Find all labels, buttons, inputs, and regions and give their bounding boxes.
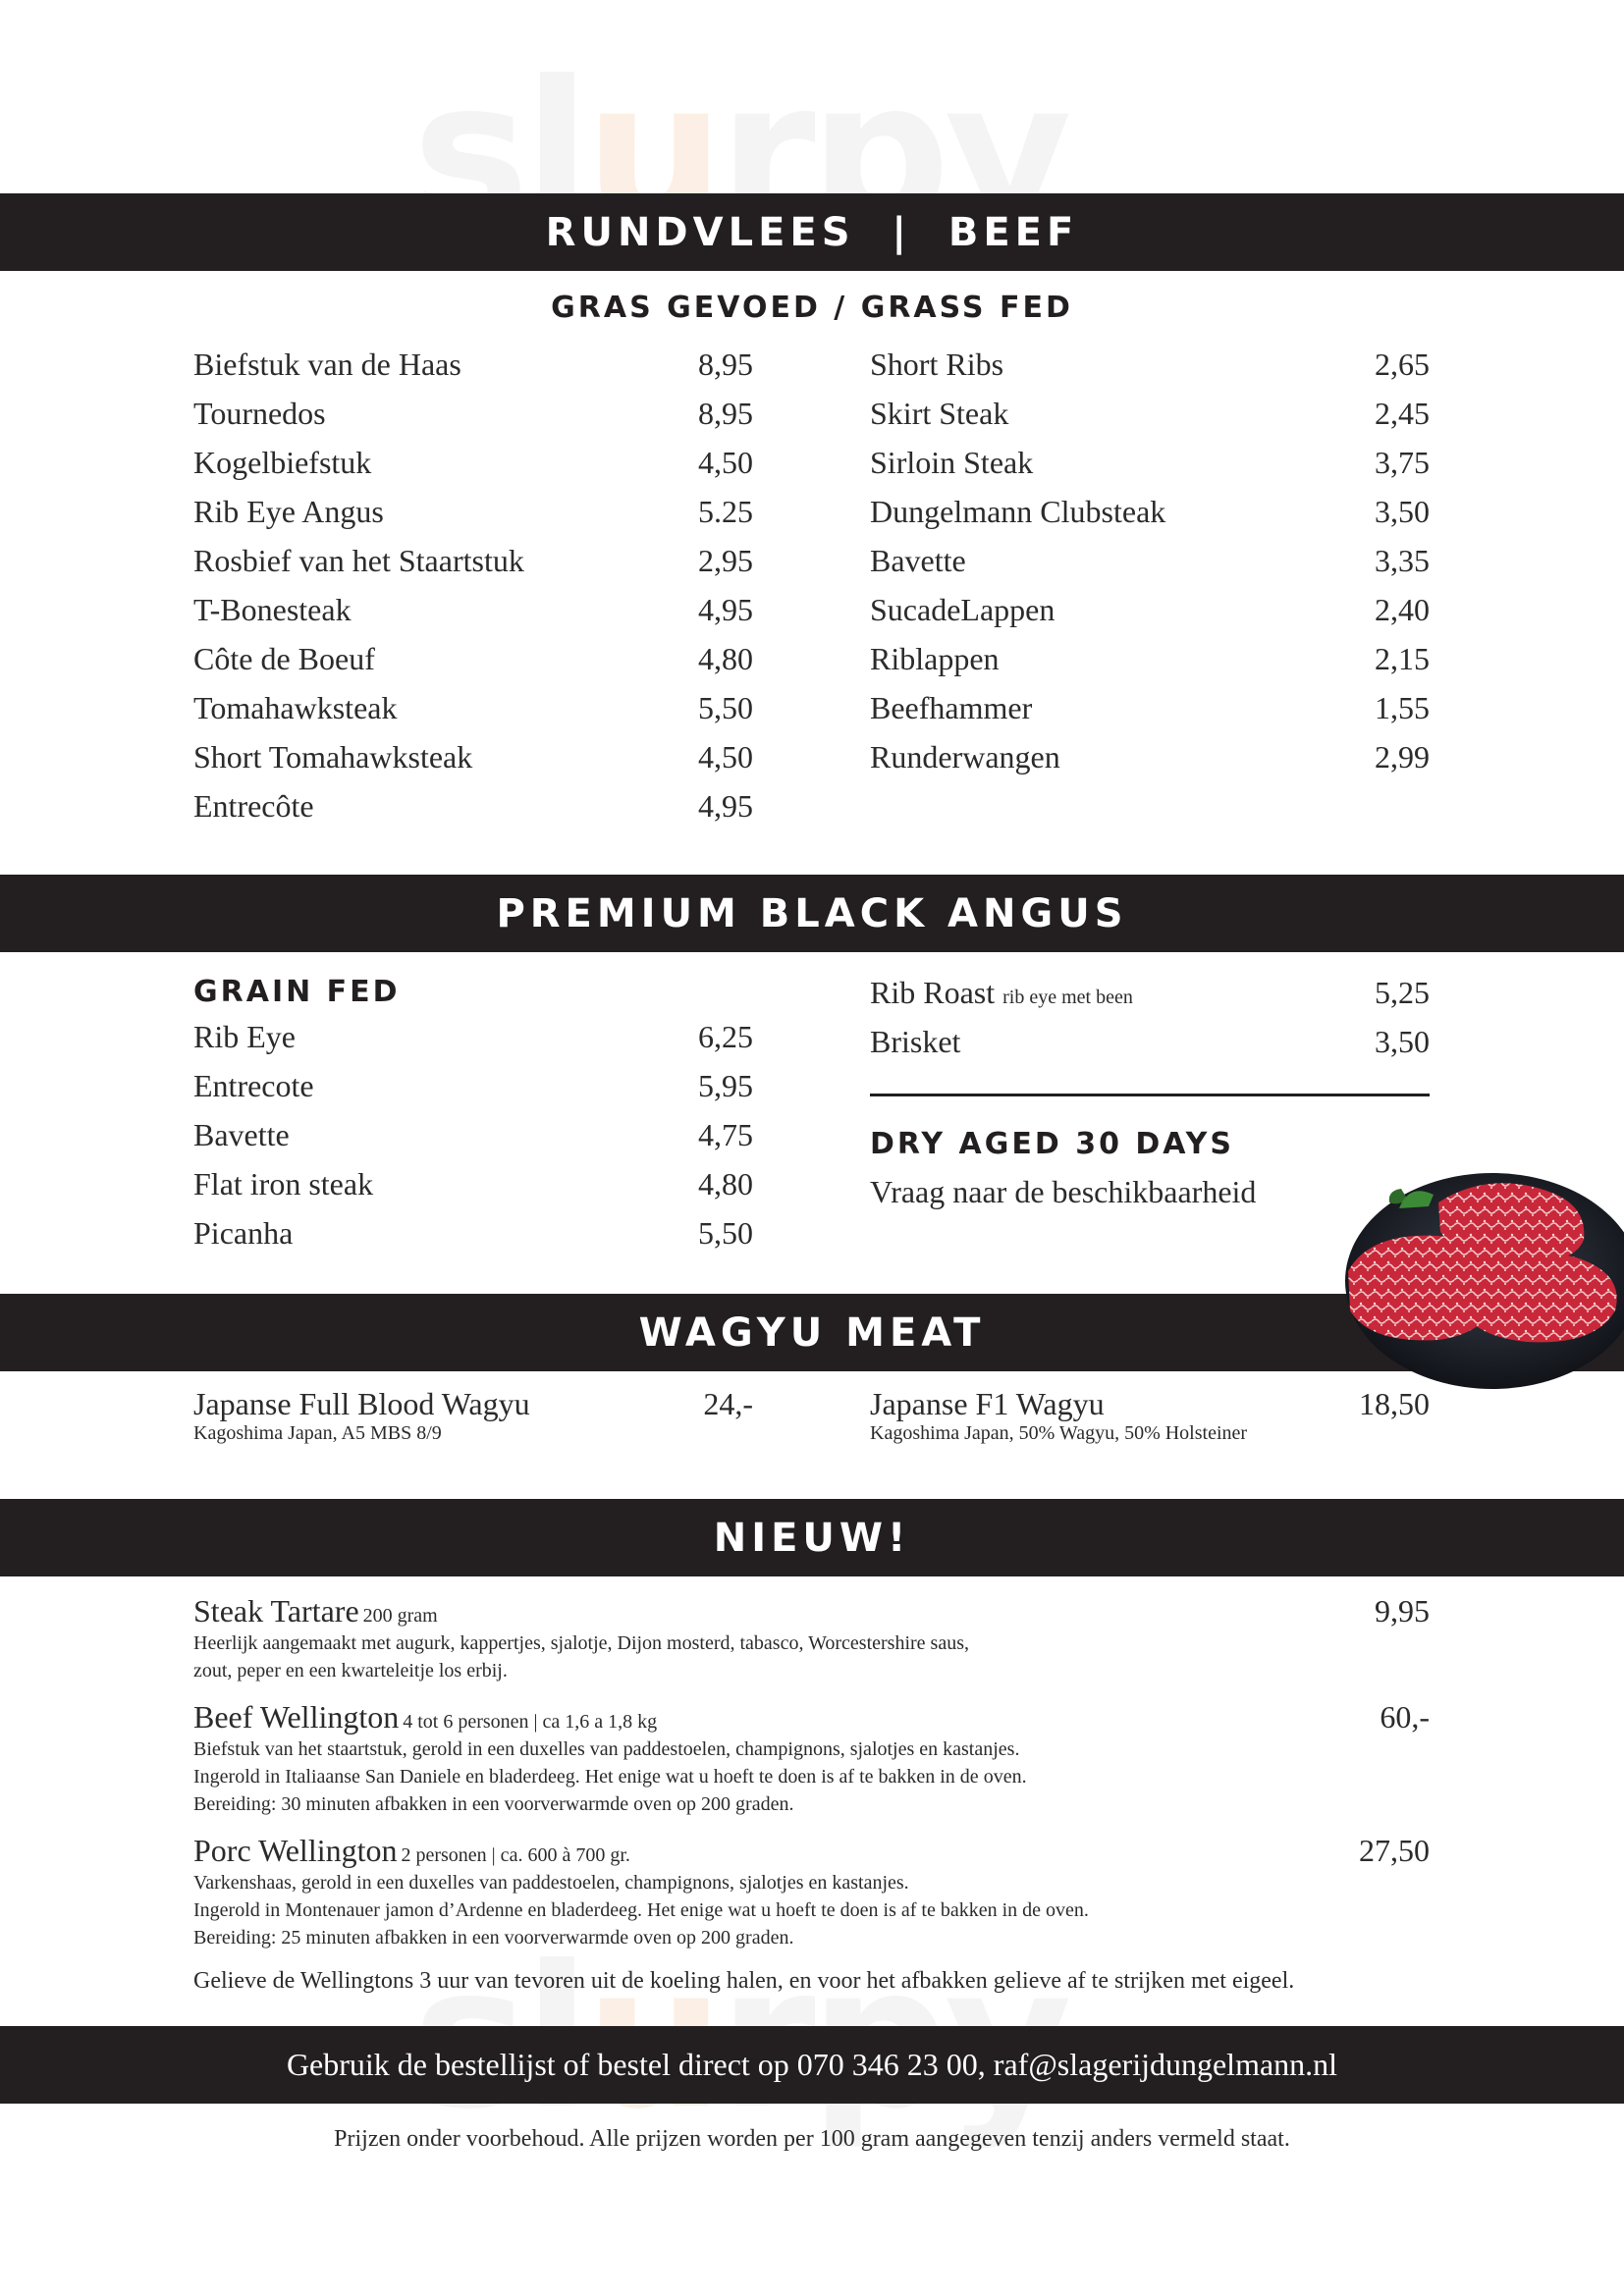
item-desc-line: zout, peper en een kwarteleitje los erbij. xyxy=(193,1660,508,1682)
item-name: Bavette xyxy=(193,1117,290,1152)
item-price: 3,50 xyxy=(1375,1024,1430,1059)
angus-right-list xyxy=(870,975,1430,1073)
beef-section-header xyxy=(0,193,1624,271)
item-name: Tomahawksteak xyxy=(193,690,398,725)
item-price: 60,- xyxy=(1380,1699,1430,1735)
item-price: 5,50 xyxy=(698,1215,753,1251)
menu-item xyxy=(870,347,1430,396)
item-name: Short Tomahawksteak xyxy=(193,739,473,774)
menu-item xyxy=(870,690,1430,739)
item-name: Entrecote xyxy=(193,1068,314,1103)
wagyu-right-item xyxy=(870,1386,1430,1445)
grain-fed-label: GRAIN FED xyxy=(193,975,401,1009)
menu-item xyxy=(193,347,753,396)
order-text: Gebruik de bestellijst of bestel direct op 070 346 23 00, raf@slagerijdungelmann.nl xyxy=(286,2047,1338,2082)
new-item-steak-tartare xyxy=(193,1593,1430,1684)
item-name: Tournedos xyxy=(193,396,326,431)
wellington-note: Gelieve de Wellingtons 3 uur van tevoren uit de koeling halen, en voor het afbakken gelieve af te strijken met eigeel. xyxy=(193,1968,1295,1994)
item-name: Rib Roast xyxy=(870,975,996,1010)
item-price: 4,95 xyxy=(698,592,753,627)
menu-item xyxy=(870,494,1430,543)
item-price: 2,15 xyxy=(1375,641,1430,676)
item-price: 5,50 xyxy=(698,690,753,725)
menu-item xyxy=(193,396,753,445)
item-desc-line: Heerlijk aangemaakt met augurk, kappertjes, sjalotje, Dijon mosterd, tabasco, Worcestershire saus, xyxy=(193,1632,969,1654)
item-desc-line: Bereiding: 30 minuten afbakken in een voorverwarmde oven op 200 graden. xyxy=(193,1793,794,1815)
menu-item xyxy=(193,1215,753,1264)
item-name: Côte de Boeuf xyxy=(193,641,375,676)
item-name: Rosbief van het Staartstuk xyxy=(193,543,524,578)
item-name: Sirloin Steak xyxy=(870,445,1034,480)
item-desc-line: Varkenshaas, gerold in een duxelles van paddestoelen, champignons, sjalotjes en kastanjes. xyxy=(193,1872,909,1894)
item-name: Beefhammer xyxy=(870,690,1033,725)
menu-item-brisket xyxy=(870,1024,1430,1073)
item-price: 2,65 xyxy=(1375,347,1430,382)
menu-item xyxy=(870,739,1430,788)
item-sub: Kagoshima Japan, A5 MBS 8/9 xyxy=(193,1422,442,1444)
menu-item xyxy=(193,739,753,788)
item-price: 2,40 xyxy=(1375,592,1430,627)
item-name: Steak Tartare xyxy=(193,1593,359,1629)
item-name: Japanse F1 Wagyu xyxy=(870,1386,1105,1421)
beef-title: RUNDVLEES | BEEF xyxy=(545,209,1079,255)
new-item-beef-wellington xyxy=(193,1699,1430,1818)
item-price: 5.25 xyxy=(698,494,753,529)
menu-item xyxy=(193,592,753,641)
item-name: Picanha xyxy=(193,1215,294,1251)
menu-item xyxy=(870,592,1430,641)
menu-item-rib-roast xyxy=(870,975,1430,1024)
menu-item xyxy=(193,445,753,494)
item-name: Rib Eye xyxy=(193,1019,296,1054)
item-price: 2,45 xyxy=(1375,396,1430,431)
item-note: 2 personen | ca. 600 à 700 gr. xyxy=(401,1844,630,1866)
item-price: 3,35 xyxy=(1375,543,1430,578)
item-desc-line: Biefstuk van het staartstuk, gerold in een duxelles van paddestoelen, champignons, sjalotjes en kastanjes. xyxy=(193,1738,1020,1760)
menu-item xyxy=(870,396,1430,445)
item-name: Dungelmann Clubsteak xyxy=(870,494,1166,529)
item-price: 5,95 xyxy=(698,1068,753,1103)
disclaimer: Prijzen onder voorbehoud. Alle prijzen worden per 100 gram aangegeven tenzij anders vermeld staat. xyxy=(334,2126,1290,2152)
menu-item xyxy=(193,641,753,690)
item-sub: Kagoshima Japan, 50% Wagyu, 50% Holsteiner xyxy=(870,1422,1248,1444)
wagyu-title: WAGYU MEAT xyxy=(638,1309,986,1356)
item-name: Runderwangen xyxy=(870,739,1060,774)
item-price: 8,95 xyxy=(698,396,753,431)
wagyu-meat-image xyxy=(1330,1163,1624,1389)
item-price: 1,55 xyxy=(1375,690,1430,725)
item-price: 8,95 xyxy=(698,347,753,382)
item-name: Beef Wellington xyxy=(193,1699,400,1735)
item-name: Kogelbiefstuk xyxy=(193,445,372,480)
item-price: 6,25 xyxy=(698,1019,753,1054)
watermark-top: u xyxy=(584,39,719,268)
item-price: 3,50 xyxy=(1375,494,1430,529)
angus-left-list xyxy=(193,1019,753,1264)
item-name: Brisket xyxy=(870,1024,961,1059)
item-desc-line: Bereiding: 25 minuten afbakken in een voorverwarmde oven op 200 graden. xyxy=(193,1927,794,1949)
angus-divider xyxy=(870,1094,1430,1096)
new-item-porc-wellington xyxy=(193,1833,1430,1951)
menu-item xyxy=(193,690,753,739)
item-note: 4 tot 6 personen | ca 1,6 a 1,8 kg xyxy=(403,1711,658,1733)
item-price: 3,75 xyxy=(1375,445,1430,480)
item-name: Skirt Steak xyxy=(870,396,1009,431)
order-bar xyxy=(0,2026,1624,2104)
item-name: Entrecôte xyxy=(193,788,314,824)
item-price: 27,50 xyxy=(1359,1833,1430,1868)
item-name: SucadeLappen xyxy=(870,592,1056,627)
menu-item xyxy=(870,543,1430,592)
item-note: rib eye met been xyxy=(1002,987,1133,1008)
item-name: T-Bonesteak xyxy=(193,592,352,627)
menu-item xyxy=(193,1117,753,1166)
item-note: 200 gram xyxy=(362,1605,438,1627)
item-desc-line: Ingerold in Italiaanse San Daniele en bladerdeeg. Het enige wat u hoeft te doen is af te bakken in de oven. xyxy=(193,1766,1027,1788)
menu-item xyxy=(193,788,753,837)
angus-title: PREMIUM BLACK ANGUS xyxy=(496,890,1128,936)
angus-section-header xyxy=(0,875,1624,952)
item-price: 4,75 xyxy=(698,1117,753,1152)
grass-fed-subtitle: GRAS GEVOED / GRASS FED xyxy=(551,291,1073,325)
item-name: Short Ribs xyxy=(870,347,1004,382)
item-price: 4,80 xyxy=(698,641,753,676)
item-name: Bavette xyxy=(870,543,966,578)
item-price: 4,95 xyxy=(698,788,753,824)
menu-item xyxy=(193,1019,753,1068)
item-name: Flat iron steak xyxy=(193,1166,374,1201)
item-price: 4,80 xyxy=(698,1166,753,1201)
dry-aged-note: Vraag naar de beschikbaarheid xyxy=(870,1174,1257,1209)
item-name: Porc Wellington xyxy=(193,1833,398,1868)
item-desc-line: Ingerold in Montenauer jamon d’Ardenne en bladerdeeg. Het enige wat u hoeft te doen is af te bakken in de oven. xyxy=(193,1899,1089,1921)
item-name: Biefstuk van de Haas xyxy=(193,347,461,382)
wagyu-left-item xyxy=(193,1386,753,1445)
menu-item xyxy=(193,494,753,543)
beef-left-list xyxy=(193,347,753,837)
item-name: Riblappen xyxy=(870,641,1000,676)
item-price: 4,50 xyxy=(698,445,753,480)
item-name: Rib Eye Angus xyxy=(193,494,384,529)
item-price: 24,- xyxy=(703,1386,753,1421)
menu-item xyxy=(193,1166,753,1215)
item-price: 2,95 xyxy=(698,543,753,578)
item-price: 9,95 xyxy=(1375,1593,1430,1629)
menu-item xyxy=(193,543,753,592)
item-price: 2,99 xyxy=(1375,739,1430,774)
menu-item xyxy=(870,641,1430,690)
item-name: Japanse Full Blood Wagyu xyxy=(193,1386,530,1421)
item-price: 5,25 xyxy=(1375,975,1430,1010)
item-price: 18,50 xyxy=(1359,1386,1430,1421)
item-price: 4,50 xyxy=(698,739,753,774)
new-title: NIEUW! xyxy=(713,1515,911,1561)
menu-item xyxy=(870,445,1430,494)
dry-aged-label: DRY AGED 30 DAYS xyxy=(870,1127,1234,1161)
beef-right-list xyxy=(870,347,1430,788)
menu-item xyxy=(193,1068,753,1117)
new-section-header xyxy=(0,1499,1624,1576)
